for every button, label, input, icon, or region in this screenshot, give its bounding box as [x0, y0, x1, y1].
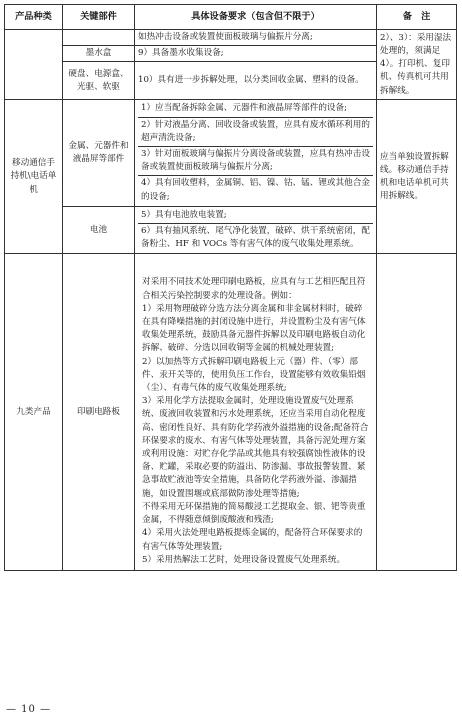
requirement-paragraph: 3）采用化学方法提取金属时，处理设施设置废气处理系统、废液回收装置和污水处理系统，还应当采用自动化程度高、密闭性良好、具有防化学药液外溢措施的设备;配备符合环保要求的废水、有害气体等处理装置，具备污泥处理方案或利用设施：对贮存化学品或其他具有较强腐蚀性液体的设备、贮罐，采取必要的防溢出、防渗漏、事故报警装置、紧急事故贮液池等安全措施，具备防化学药液外溢、渗漏措施，如设置围堰或底部做防渗处理等措施;: [142, 396, 369, 499]
requirement-list-battery: [135, 206, 377, 254]
requirement-line: 2）针对液晶分离、回收设备或装置，应具有废水循环利用的超声清洗设备;: [138, 118, 373, 147]
requirement-line: 1）应当配备拆除金属、元器件和液晶屏等部件的设备;: [138, 101, 373, 117]
requirement-line: 3）针对面板玻璃与偏振片分离设备或装置，应具有热冲击设备或装置使面板玻璃与偏振片分离;: [138, 147, 373, 176]
component-cell-battery: 电池: [63, 206, 135, 254]
requirement-list-metal-parts: [135, 100, 377, 206]
requirement-paragraph: 不得采用无环保措施的简易酸浸工艺提取金、银、钯等贵重金属，不得随意倾倒废酸液和残渣;: [142, 501, 366, 526]
requirement-paragraphs: [138, 274, 373, 568]
table-row: [5, 30, 457, 46]
requirement-text-pcb: [135, 254, 377, 570]
header-product-category: 产品种类: [5, 5, 63, 30]
component-cell-drives: 硬盘、电源盒、光驱、软驱: [63, 62, 135, 100]
table-row: [5, 254, 457, 570]
header-equipment-requirement: 具体设备要求（包含但不限于）: [135, 5, 377, 30]
requirement-line: 4）具有回收塑料，金属铜、铝、镍、钴、锰、锂或其他合金的设备;: [141, 178, 370, 202]
component-cell: [63, 30, 135, 46]
requirement-cell: 10）具有进一步拆解处理，以分类回收金属、塑料的设备。: [135, 62, 377, 100]
requirement-cell: 9）具备墨水收集设备;: [135, 46, 377, 62]
requirement-paragraph: 对采用不同技术处理印刷电路板，应具有与工艺相匹配且符合相关污染控制要求的处理设备。例如：: [142, 277, 366, 301]
note-cell-top: 2）、3）：采用湿法处理的，须满足4）。打印机、复印机、传真机可共用拆解线。: [377, 30, 457, 100]
requirement-paragraph: 4）采用火法处理电路板提炼金属的，配备符合环保要求的有害气体等处理装置;: [142, 528, 363, 552]
page-number: — 10 —: [6, 704, 52, 715]
requirement-paragraph: 2）以加热等方式拆解印刷电路板上元（器）件、（零）部件、汞开关等的，使用负压工作台，设置能够有效收集铅烟（尘）、有毒气体的废气收集处理系统;: [142, 356, 366, 394]
table-row: [5, 100, 457, 206]
requirement-line: 5）具有电池放电装置;: [138, 208, 373, 224]
component-cell-pcb: 印刷电路板: [63, 254, 135, 570]
requirement-paragraph: 5）采用热解法工艺时，处理设备设置废气处理系统。: [142, 554, 346, 565]
header-note: 备 注: [377, 5, 457, 30]
note-cell-mobile: 应当单独设置拆解线。移动通信手持机和电话单机可共用拆解线。: [377, 100, 457, 254]
requirement-line: 6）具有抽风系统、尾气净化装置，破碎、烘干系统密闭，配备粉尘、HF 和 VOCs 等有害气体的废气收集处理系统。: [141, 226, 370, 250]
table-header-row: [5, 5, 457, 30]
header-key-component: 关键部件: [63, 5, 135, 30]
category-cell-continued: [5, 30, 63, 100]
requirement-paragraph: 1）采用物理破碎分选方法分离金属和非金属材料时，破碎在具有降噪措施的封闭设施中进行，并设置粉尘及有害气体收集处理系统，鼓励具备元器件拆解以及印刷电路板自动化拆解、破碎、分选以回收铜等金属的机械处理装置;: [142, 303, 366, 354]
component-cell-ink-cartridge: 墨水盒: [63, 46, 135, 62]
requirement-cell: 如热冲击设备或装置使面板玻璃与偏振片分离;: [135, 30, 377, 46]
component-cell-metal-parts: 金属、元器件和液晶屏等部件: [63, 100, 135, 206]
category-cell-mobile: 移动通信手持机\电话单机: [5, 100, 63, 254]
category-cell-ninth-class: 九类产品: [5, 254, 63, 570]
requirement-blank-space: [138, 255, 373, 274]
note-cell-pcb: [377, 254, 457, 570]
equipment-requirements-table: [4, 4, 457, 571]
